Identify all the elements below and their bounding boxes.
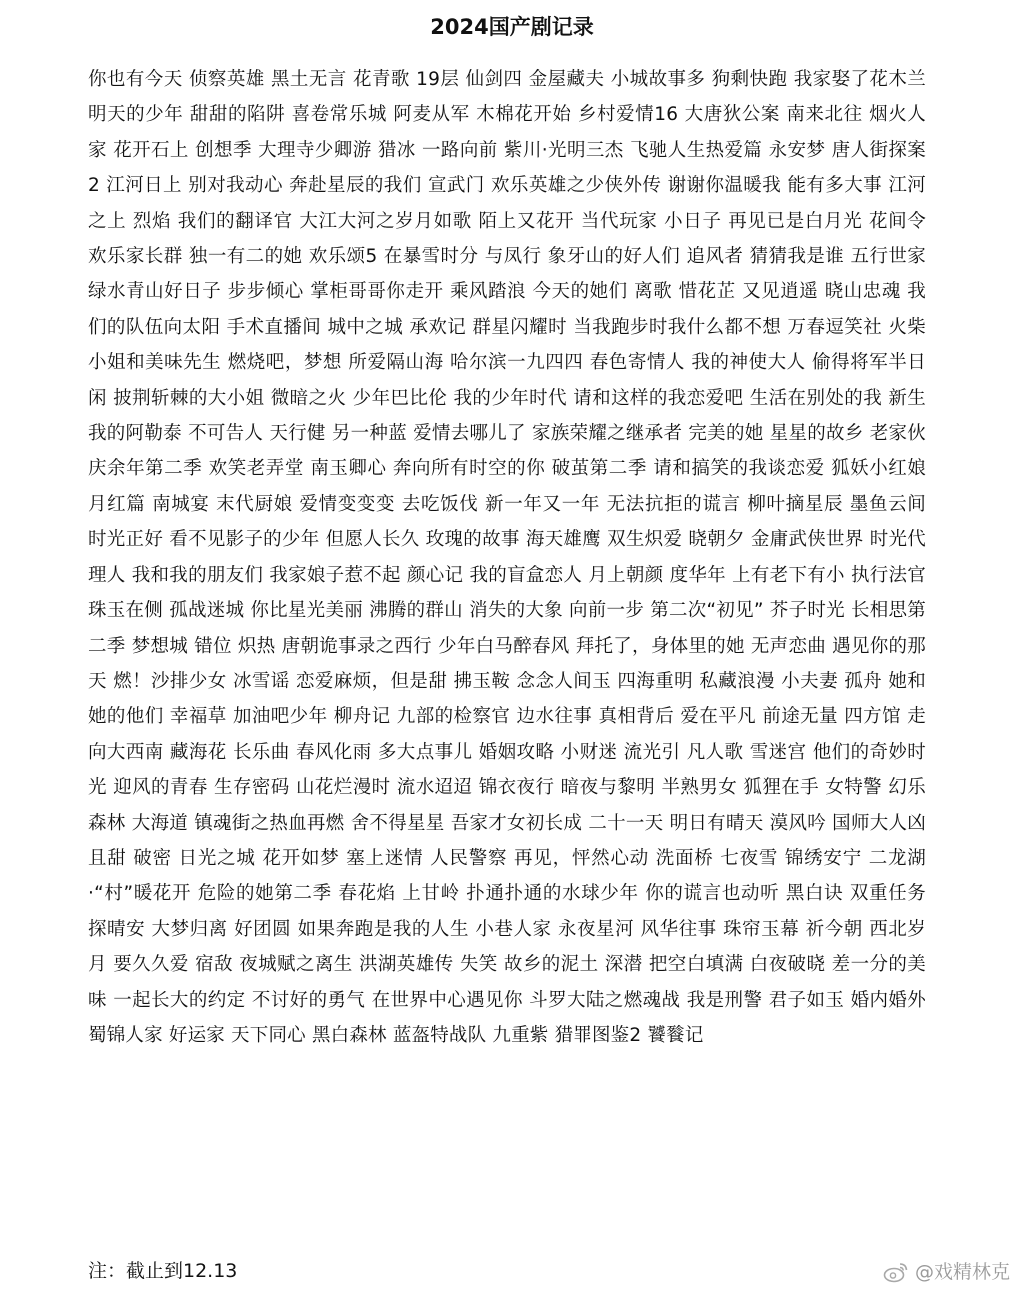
cutoff-note: 注：截止到12.13 <box>88 1260 238 1282</box>
watermark <box>883 1258 1010 1286</box>
weibo-logo-icon <box>883 1261 909 1283</box>
drama-list-text: 你也有今天 侦察英雄 黑土无言 花青歌 19层 仙剑四 金屋藏夫 小城故事多 狗剩快跑 我家娶了花木兰 明天的少年 甜甜的陷阱 喜卷常乐城 阿麦从军 木棉花开始 乡村爱情16 大唐狄公案 南来北往 烟火人家 花开石上 创想季 大理寺少卿游 猎冰 一路向前 紫川·光明三杰 飞驰人生热爱篇 永安梦 唐人街探案2 江河日上 别对我动心 奔赴星辰的我们 宣武门 欢乐英雄之少侠外传 谢谢你温暖我 能有多大事 江河之上 烈焰 我们的翻译官 大江大河之岁月如歌 陌上又花开 当代玩家 小日子 再见已是白月光 花间令 欢乐家长群 独一有二的她 欢乐颂5 在暴雪时分 与凤行 象牙山的好人们 追风者 猜猜我是谁 五行世家 绿水青山好日子 步步倾心 掌柜哥哥你走开 乘风踏浪 今天的她们 离歌 惜花芷 又见逍遥 晓山忠魂 我们的队伍向太阳 手术直播间 城中之城 承欢记 群星闪耀时 当我跑步时我什么都不想 万春逗笑社 火柴小姐和美味先生 燃烧吧，梦想 所爱隔山海 哈尔滨一九四四 春色寄情人 我的神使大人 偷得将军半日闲 披荆斩棘的大小姐 微暗之火 少年巴比伦 我的少年时代 请和这样的我恋爱吧 生活在别处的我 新生 我的阿勒泰 不可告人 天行健 另一种蓝 爱情去哪儿了 家族荣耀之继承者 完美的她 星星的故乡 老家伙 庆余年第二季 欢笑老弄堂 南玉卿心 奔向所有时空的你 破茧第二季 请和搞笑的我谈恋爱 狐妖小红娘月红篇 南城宴 末代厨娘 爱情变变变 去吃饭伐 新一年又一年 无法抗拒的谎言 柳叶摘星辰 墨鱼云间 时光正好 看不见影子的少年 但愿人长久 玫瑰的故事 海天雄鹰 双生炽爱 晓朝夕 金庸武侠世界 时光代理人 我和我的朋友们 我家娘子惹不起 颜心记 我的盲盒恋人 月上朝颜 度华年 上有老下有小 执行法官 珠玉在侧 孤战迷城 你比星光美丽 沸腾的群山 消失的大象 向前一步 第二次“初见” 芥子时光 长相思第二季 梦想城 错位 炽热 唐朝诡事录之西行 少年白马醉春风 拜托了，身体里的她 无声恋曲 遇见你的那天 燃！沙排少女 冰雪谣 恋爱麻烦，但是甜 拂玉鞍 念念人间玉 四海重明 私藏浪漫 小夫妻 孤舟 她和她的他们 幸福草 加油吧少年 柳舟记 九部的检察官 边水往事 真相背后 爱在平凡 前途无量 四方馆 走向大西南 藏海花 长乐曲 春风化雨 多大点事儿 婚姻攻略 小财迷 流光引 凡人歌 雪迷宫 他们的奇妙时光 迎风的青春 生存密码 山花烂漫时 流水迢迢 锦衣夜行 暗夜与黎明 半熟男女 狐狸在手 女特警 幻乐森林 大海道 镇魂街之热血再燃 舍不得星星 吾家才女初长成 二十一天 明日有晴天 漠风吟 国师大人凶且甜 破密 日光之城 花开如梦 塞上迷情 人民警察 再见，怦然心动 洗面桥 七夜雪 锦绣安宁 二龙湖·“村”暖花开 危险的她第二季 春花焰 上甘岭 扑通扑通的水球少年 你的谎言也动听 黑白诀 双重任务 探晴安 大梦归离 好团圆 如果奔跑是我的人生 小巷人家 永夜星河 风华往事 珠帘玉幕 祈今朝 西北岁月 要久久爱 宿敌 夜城赋之离生 洪湖英雄传 失笑 故乡的泥土 深潜 把空白填满 白夜破晓 差一分的美味 一起长大的约定 不讨好的勇气 在世界中心遇见你 斗罗大陆之燃魂战 我是刑警 君子如玉 婚内婚外 蜀锦人家 好运家 天下同心 黑白森林 蓝盔特战队 九重紫 猎罪图鉴2 饕餮记 <box>88 69 926 1046</box>
watermark-text: @戏精林克 <box>914 1261 1010 1283</box>
document-title: 2024国产剧记录 <box>430 15 594 39</box>
